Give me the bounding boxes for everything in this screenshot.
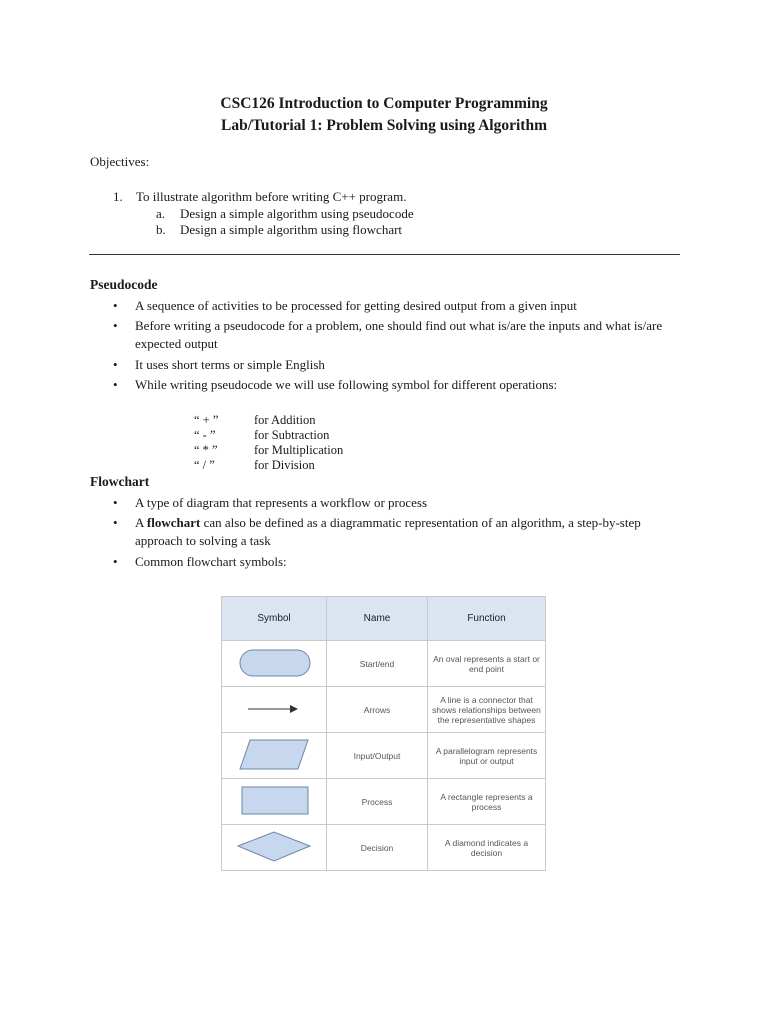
subitem-text: Design a simple algorithm using flowchart bbox=[180, 222, 403, 237]
symbol-cell bbox=[222, 825, 327, 871]
objective-number: 1. bbox=[113, 189, 123, 204]
operator-meaning: for Addition bbox=[254, 413, 316, 427]
operator-symbol: “ - ” bbox=[194, 428, 216, 442]
oval-shape-icon bbox=[222, 641, 326, 684]
subitem-letter: a. bbox=[156, 206, 166, 221]
function-cell: A parallelogram represents input or output bbox=[428, 733, 546, 779]
flowchart-heading: Flowchart bbox=[90, 474, 150, 489]
function-cell: A diamond indicates a decision bbox=[428, 825, 546, 871]
section-divider bbox=[89, 254, 680, 255]
table-header-row bbox=[222, 597, 546, 641]
bullet-icon: • bbox=[113, 357, 118, 372]
name-cell: Decision bbox=[327, 825, 428, 871]
table-row bbox=[222, 825, 546, 871]
table-row bbox=[222, 779, 546, 825]
table-row bbox=[222, 641, 546, 687]
bullet-text-pre: A bbox=[135, 515, 147, 530]
pseudocode-heading: Pseudocode bbox=[90, 277, 158, 292]
parallelogram-shape-icon bbox=[222, 733, 326, 776]
bullet-text-bold: flowchart bbox=[146, 515, 201, 530]
subitem-letter: b. bbox=[156, 222, 166, 237]
document-title: CSC126 Introduction to Computer Programming bbox=[220, 95, 548, 112]
rectangle-shape-icon bbox=[222, 779, 326, 822]
bullet-text bbox=[135, 514, 685, 550]
bullet-text: Before writing a pseudocode for a problem, one should find out what is/are the inputs and what is/are expected output bbox=[135, 318, 663, 351]
function-cell: A rectangle represents a process bbox=[428, 779, 546, 825]
bullet-text: It uses short terms or simple English bbox=[135, 357, 325, 372]
bullet-icon: • bbox=[113, 495, 118, 510]
operator-meaning: for Multiplication bbox=[254, 443, 344, 457]
symbol-cell bbox=[222, 733, 327, 779]
bullet-icon: • bbox=[113, 318, 118, 333]
table-row bbox=[222, 733, 546, 779]
symbol-cell bbox=[222, 641, 327, 687]
objectives-label: Objectives: bbox=[90, 154, 150, 169]
bullet-icon: • bbox=[113, 298, 118, 313]
symbol-cell bbox=[222, 779, 327, 825]
operator-symbol: “ / ” bbox=[194, 458, 215, 472]
document-subtitle: Lab/Tutorial 1: Problem Solving using Algorithm bbox=[221, 117, 547, 134]
operator-meaning: for Division bbox=[254, 458, 315, 472]
bullet-text: A type of diagram that represents a workflow or process bbox=[135, 495, 428, 510]
table-row bbox=[222, 687, 546, 733]
diamond-shape-icon bbox=[222, 825, 326, 868]
column-header-symbol: Symbol bbox=[222, 597, 327, 641]
function-cell: An oval represents a start or end point bbox=[428, 641, 546, 687]
column-header-name: Name bbox=[327, 597, 428, 641]
operator-meaning: for Subtraction bbox=[254, 428, 330, 442]
arrow-shape-icon bbox=[222, 687, 326, 730]
function-cell: A line is a connector that shows relationships between the representative shapes bbox=[428, 687, 546, 733]
bullet-text: Common flowchart symbols: bbox=[135, 554, 287, 569]
bullet-icon: • bbox=[113, 554, 118, 569]
bullet-icon: • bbox=[113, 377, 118, 392]
name-cell: Input/Output bbox=[327, 733, 428, 779]
bullet-icon: • bbox=[113, 515, 118, 530]
objective-text: To illustrate algorithm before writing C++ program. bbox=[136, 189, 407, 204]
operator-symbol: “ + ” bbox=[194, 413, 219, 427]
subitem-text: Design a simple algorithm using pseudocode bbox=[180, 206, 414, 221]
column-header-function: Function bbox=[428, 597, 546, 641]
bullet-text-post: can also be defined as a diagrammatic representation of an algorithm, a step-by-step approach to solving a task bbox=[135, 515, 641, 548]
flowchart-symbols-table bbox=[221, 596, 546, 871]
symbol-cell bbox=[222, 687, 327, 733]
name-cell: Start/end bbox=[327, 641, 428, 687]
operator-symbol: “ * ” bbox=[194, 443, 218, 457]
bullet-text: While writing pseudocode we will use following symbol for different operations: bbox=[135, 377, 558, 392]
name-cell: Process bbox=[327, 779, 428, 825]
bullet-text: A sequence of activities to be processed for getting desired output from a given input bbox=[135, 298, 577, 313]
name-cell: Arrows bbox=[327, 687, 428, 733]
